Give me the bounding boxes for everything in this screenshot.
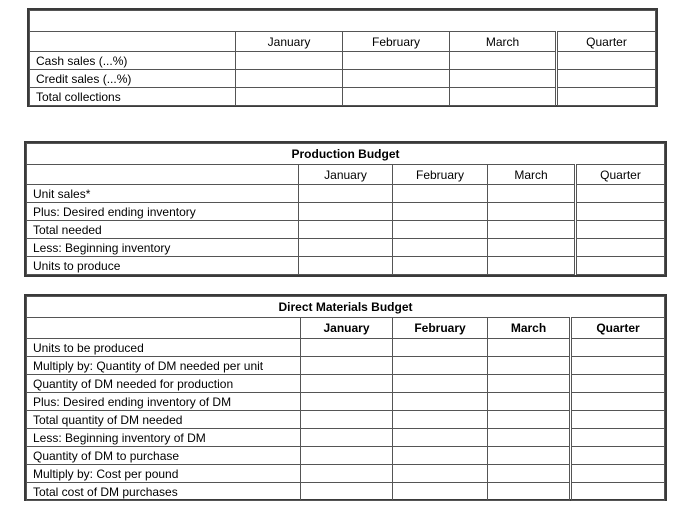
value-cell[interactable] bbox=[557, 52, 656, 70]
value-cell[interactable] bbox=[488, 339, 571, 357]
value-cell[interactable] bbox=[236, 70, 343, 88]
value-cell[interactable] bbox=[488, 357, 571, 375]
value-cell[interactable] bbox=[571, 375, 665, 393]
header-march: March bbox=[450, 32, 557, 52]
row-label: Multiply by: Cost per pound bbox=[27, 465, 301, 483]
value-cell[interactable] bbox=[450, 52, 557, 70]
row-label: Quantity of DM to purchase bbox=[27, 447, 301, 465]
value-cell[interactable] bbox=[576, 185, 665, 203]
header-march: March bbox=[488, 318, 571, 339]
header-january: January bbox=[301, 318, 393, 339]
value-cell[interactable] bbox=[571, 357, 665, 375]
value-cell[interactable] bbox=[488, 375, 571, 393]
value-cell[interactable] bbox=[450, 70, 557, 88]
header-quarter: Quarter bbox=[571, 318, 665, 339]
value-cell[interactable] bbox=[343, 52, 450, 70]
value-cell[interactable] bbox=[343, 70, 450, 88]
value-cell[interactable] bbox=[393, 185, 488, 203]
value-cell[interactable] bbox=[571, 429, 665, 447]
value-cell[interactable] bbox=[301, 393, 393, 411]
row-label: Total cost of DM purchases bbox=[27, 483, 301, 501]
value-cell[interactable] bbox=[488, 393, 571, 411]
row-label: Units to produce bbox=[27, 257, 299, 275]
value-cell[interactable] bbox=[301, 447, 393, 465]
production-budget-table bbox=[24, 141, 667, 277]
table-title bbox=[30, 11, 656, 32]
value-cell[interactable] bbox=[299, 257, 393, 275]
value-cell[interactable] bbox=[301, 411, 393, 429]
row-label: Plus: Desired ending inventory of DM bbox=[27, 393, 301, 411]
row-label: Less: Beginning inventory bbox=[27, 239, 299, 257]
header-march: March bbox=[488, 165, 576, 185]
row-label: Plus: Desired ending inventory bbox=[27, 203, 299, 221]
value-cell[interactable] bbox=[393, 203, 488, 221]
value-cell[interactable] bbox=[488, 257, 576, 275]
header-quarter: Quarter bbox=[576, 165, 665, 185]
value-cell[interactable] bbox=[557, 70, 656, 88]
value-cell[interactable] bbox=[301, 375, 393, 393]
value-cell[interactable] bbox=[488, 203, 576, 221]
value-cell[interactable] bbox=[571, 411, 665, 429]
value-cell[interactable] bbox=[299, 203, 393, 221]
value-cell[interactable] bbox=[488, 483, 571, 501]
header-blank-cell bbox=[27, 318, 301, 339]
value-cell[interactable] bbox=[236, 88, 343, 106]
value-cell[interactable] bbox=[488, 221, 576, 239]
header-february: February bbox=[393, 165, 488, 185]
value-cell[interactable] bbox=[488, 429, 571, 447]
header-february: February bbox=[343, 32, 450, 52]
value-cell[interactable] bbox=[571, 393, 665, 411]
value-cell[interactable] bbox=[299, 239, 393, 257]
value-cell[interactable] bbox=[393, 375, 488, 393]
value-cell[interactable] bbox=[301, 429, 393, 447]
value-cell[interactable] bbox=[236, 52, 343, 70]
value-cell[interactable] bbox=[299, 221, 393, 239]
value-cell[interactable] bbox=[571, 465, 665, 483]
value-cell[interactable] bbox=[576, 239, 665, 257]
value-cell[interactable] bbox=[557, 88, 656, 106]
value-cell[interactable] bbox=[393, 257, 488, 275]
value-cell[interactable] bbox=[393, 221, 488, 239]
value-cell[interactable] bbox=[301, 339, 393, 357]
value-cell[interactable] bbox=[393, 483, 488, 501]
header-february: February bbox=[393, 318, 488, 339]
value-cell[interactable] bbox=[393, 465, 488, 483]
header-january: January bbox=[299, 165, 393, 185]
value-cell[interactable] bbox=[301, 357, 393, 375]
cash-collections-table bbox=[27, 8, 658, 107]
row-label: Less: Beginning inventory of DM bbox=[27, 429, 301, 447]
value-cell[interactable] bbox=[393, 239, 488, 257]
value-cell[interactable] bbox=[301, 483, 393, 501]
value-cell[interactable] bbox=[576, 257, 665, 275]
row-label: Total needed bbox=[27, 221, 299, 239]
value-cell[interactable] bbox=[488, 185, 576, 203]
value-cell[interactable] bbox=[488, 411, 571, 429]
row-label: Unit sales* bbox=[27, 185, 299, 203]
value-cell[interactable] bbox=[393, 411, 488, 429]
direct-materials-budget-table bbox=[24, 294, 667, 501]
value-cell[interactable] bbox=[299, 185, 393, 203]
value-cell[interactable] bbox=[571, 483, 665, 501]
header-january: January bbox=[236, 32, 343, 52]
row-label: Credit sales (...%) bbox=[30, 70, 236, 88]
header-blank-cell bbox=[30, 32, 236, 52]
value-cell[interactable] bbox=[488, 239, 576, 257]
value-cell[interactable] bbox=[488, 465, 571, 483]
value-cell[interactable] bbox=[393, 339, 488, 357]
row-label: Cash sales (...%) bbox=[30, 52, 236, 70]
value-cell[interactable] bbox=[393, 357, 488, 375]
header-blank-cell bbox=[27, 165, 299, 185]
value-cell[interactable] bbox=[576, 203, 665, 221]
value-cell[interactable] bbox=[343, 88, 450, 106]
header-quarter: Quarter bbox=[557, 32, 656, 52]
row-label: Total quantity of DM needed bbox=[27, 411, 301, 429]
value-cell[interactable] bbox=[571, 447, 665, 465]
value-cell[interactable] bbox=[488, 447, 571, 465]
row-label: Units to be produced bbox=[27, 339, 301, 357]
value-cell[interactable] bbox=[393, 429, 488, 447]
value-cell[interactable] bbox=[393, 393, 488, 411]
value-cell[interactable] bbox=[301, 465, 393, 483]
row-label: Multiply by: Quantity of DM needed per unit bbox=[27, 357, 301, 375]
value-cell[interactable] bbox=[571, 339, 665, 357]
table-title: Production Budget bbox=[27, 144, 665, 165]
row-label: Total collections bbox=[30, 88, 236, 106]
table-title: Direct Materials Budget bbox=[27, 297, 665, 318]
row-label: Quantity of DM needed for production bbox=[27, 375, 301, 393]
value-cell[interactable] bbox=[450, 88, 557, 106]
value-cell[interactable] bbox=[576, 221, 665, 239]
value-cell[interactable] bbox=[393, 447, 488, 465]
